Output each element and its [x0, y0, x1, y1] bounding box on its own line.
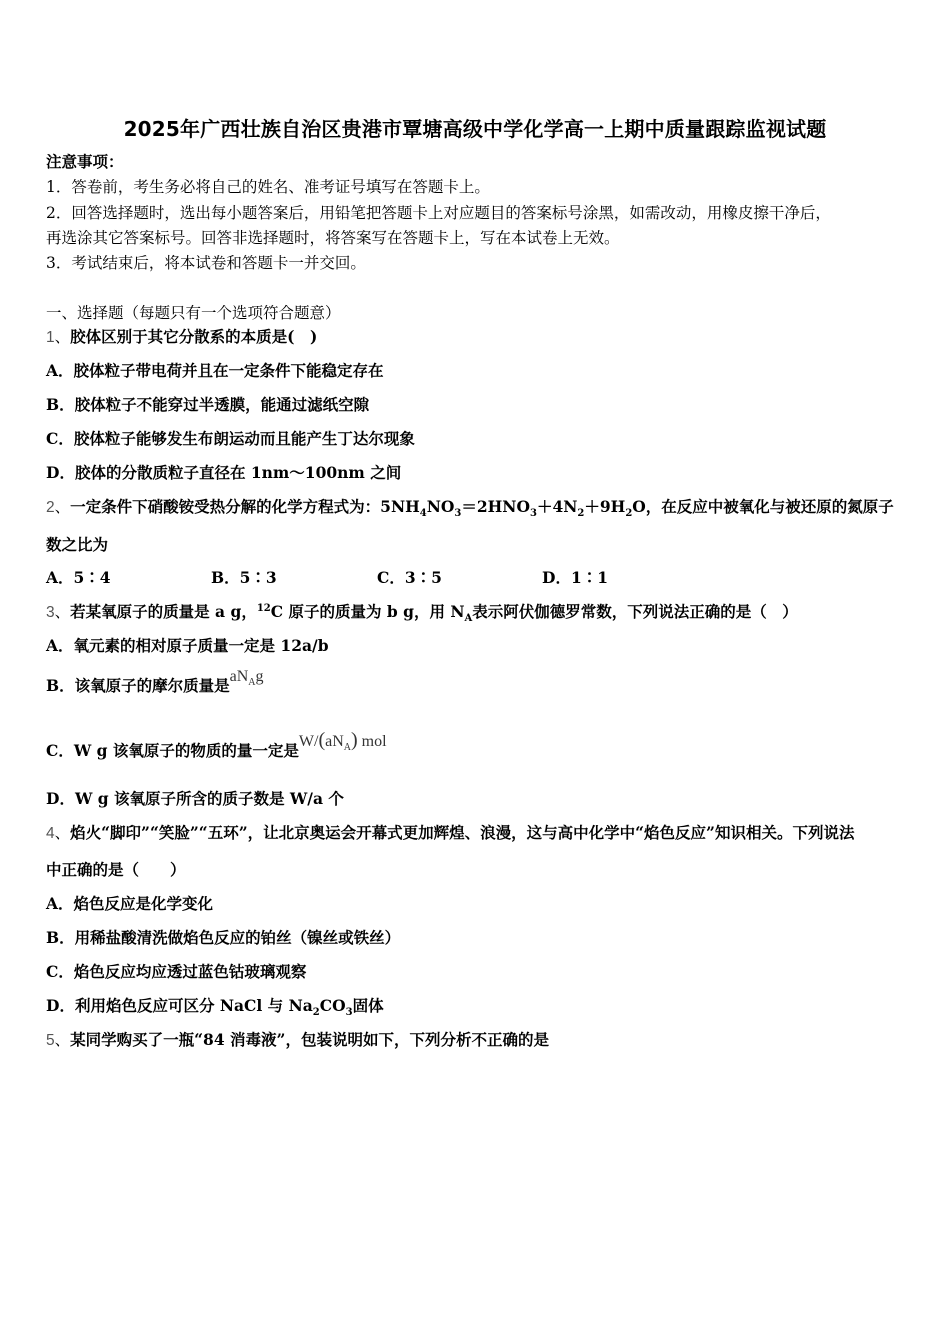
q3-option-c: C．W g 该氧原子的物质的量一定是$W/(aN_A)$ mol: [46, 729, 387, 760]
question-number: 4: [46, 825, 55, 842]
question-number: 3: [46, 604, 55, 621]
question-number: 2: [46, 499, 55, 516]
page-title: 2025年广西壮族自治区贵港市覃塘高级中学化学高一上期中质量跟踪监视试题: [123, 117, 827, 141]
question-4-stem: 4、焰火“脚印”“笑脸”“五环”，让北京奥运会开幕式更加辉煌、浪漫，这与高中化学中“焰色反应”知识相关。下列说法: [46, 823, 855, 842]
notice-item: 1．答卷前，考生务必将自己的姓名、准考证号填写在答题卡上。: [46, 178, 490, 196]
question-number: 1: [46, 329, 55, 346]
question-text: 一定条件下硝酸铵受热分解的化学方程式为：: [70, 497, 381, 516]
q4-option-b: B．用稀盐酸清洗做焰色反应的铂丝（镍丝或铁丝）: [46, 928, 401, 947]
q1-option-b: B．胶体粒子不能穿过半透膜，能通过滤纸空隙: [46, 395, 370, 414]
q4-option-d: D．利用焰色反应可区分 NaCl 与 $Na_2CO_3$固体: [46, 996, 384, 1019]
q2-option-d: D．1∶1: [542, 568, 609, 587]
q3-option-d: D．W g 该氧原子所含的质子数是 W/a 个: [46, 789, 344, 808]
question-2-stem-cont: 数之比为: [46, 535, 109, 554]
q2-option-b: B．5∶3: [211, 568, 277, 587]
q1-option-d: D．胶体的分散质粒子直径在 1nm～100nm 之间: [46, 463, 402, 482]
q2-option-c: C．3∶5: [377, 568, 442, 587]
question-3-stem: 3、若某氧原子的质量是 a g，$^{12}$C 原子的质量为 b g，用 $N_A$表示阿伏伽德罗常数，下列说法正确的是（ ）: [46, 602, 798, 625]
section-heading: 一、选择题（每题只有一个选项符合题意）: [46, 304, 341, 322]
equation: $5NH_4NO_3=2HNO_3+4N_2+9H_2O$: [380, 497, 646, 520]
q3-option-a: A．氧元素的相对原子质量一定是 12a/b: [46, 636, 329, 655]
question-5-stem: 5、某同学购买了一瓶“84 消毒液”，包装说明如下，下列分析不正确的是: [46, 1030, 549, 1049]
q1-option-a: A．胶体粒子带电荷并且在一定条件下能稳定存在: [46, 361, 384, 380]
question-number: 5: [46, 1032, 55, 1049]
q1-option-c: C．胶体粒子能够发生布朗运动而且能产生丁达尔现象: [46, 429, 415, 448]
notice-item: 2．回答选择题时，选出每小题答案后，用铅笔把答题卡上对应题目的答案标号涂黑，如需改动，用橡皮擦干净后，: [46, 204, 831, 222]
q2-option-a: A．5∶4: [46, 568, 111, 587]
formula: $W/(aN_A)$ mol: [298, 729, 387, 754]
q3-option-b: B．该氧原子的摩尔质量是$aN_Ag$: [46, 668, 264, 695]
question-4-stem-cont: 中正确的是（ ）: [46, 860, 186, 879]
notice-item: 3．考试结束后，将本试卷和答题卡一并交回。: [46, 254, 366, 272]
formula: $aN_Ag$: [229, 668, 264, 689]
question-1-stem: 1、胶体区别于其它分散系的本质是( ): [46, 327, 318, 346]
question-text: 胶体区别于其它分散系的本质是( ): [70, 327, 318, 346]
q4-option-c: C．焰色反应均应透过蓝色钴玻璃观察: [46, 962, 307, 981]
q4-option-a: A．焰色反应是化学变化: [46, 894, 214, 913]
question-text: ，在反应中被氧化与被还原的氮原子: [645, 497, 894, 516]
notice-heading: 注意事项：: [46, 152, 124, 171]
question-2-stem: 2、一定条件下硝酸铵受热分解的化学方程式为：$5NH_4NO_3=2HNO_3+4N_2+9H_2O$，在反应中被氧化与被还原的氮原子: [46, 497, 894, 520]
notice-item: 再选涂其它答案标号。回答非选择题时，将答案写在答题卡上，写在本试卷上无效。: [46, 229, 620, 247]
